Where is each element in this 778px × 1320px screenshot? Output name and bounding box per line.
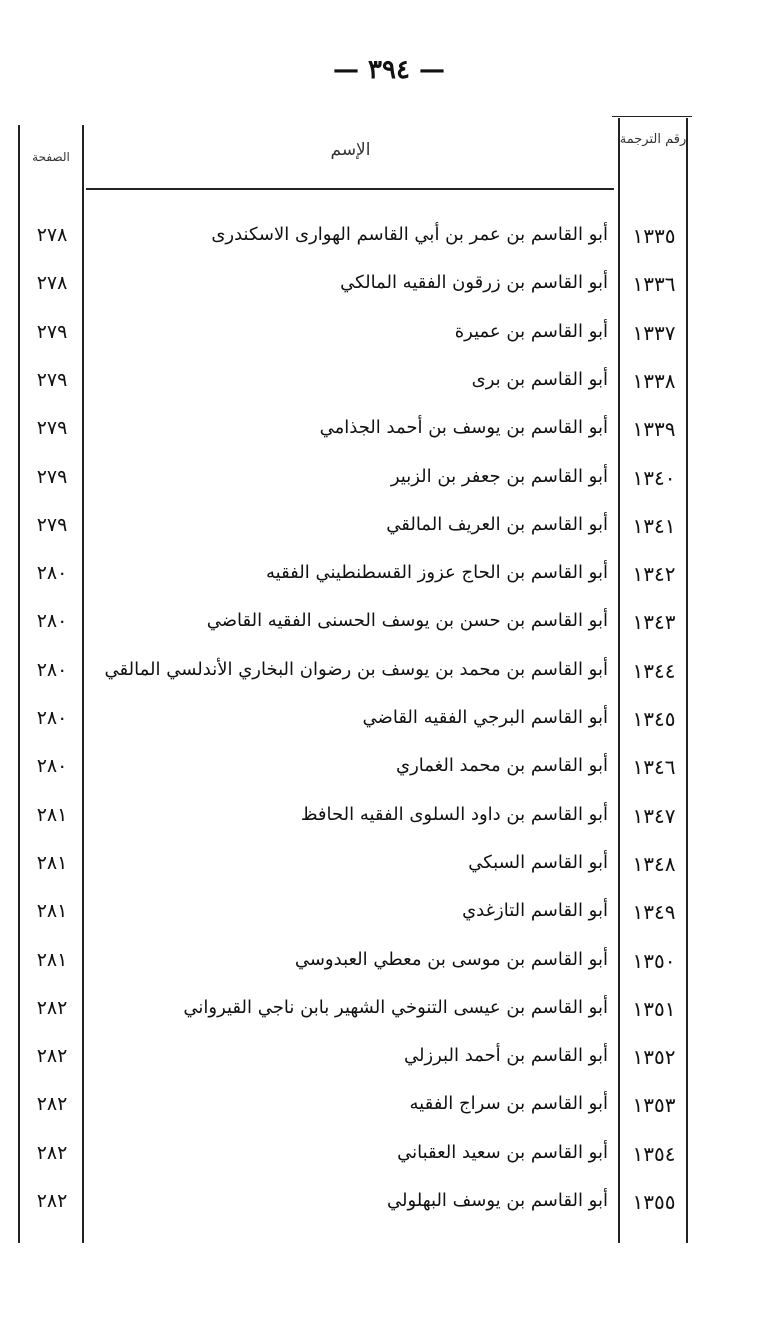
entry-page: ٢٨٢ [36, 1045, 68, 1068]
entry-name: أبو القاسم بن عيسى التنوخي الشهير بابن ناجي القيرواني [183, 996, 608, 1018]
table-row [0, 1083, 778, 1131]
table-row [0, 890, 778, 938]
entry-name: أبو القاسم بن أحمد البرزلي [403, 1045, 608, 1067]
table-row [0, 262, 778, 310]
entry-number: ١٣٤١ [632, 513, 676, 538]
table-row [0, 794, 778, 842]
entry-page: ٢٨٢ [36, 1190, 68, 1212]
entry-name: أبو القاسم بن عميرة [454, 320, 608, 342]
table-row [0, 359, 778, 407]
header-bottom-rule [86, 188, 614, 190]
entry-name: أبو القاسم بن موسى بن معطي العبدوسي [294, 948, 608, 970]
entry-name: أبو القاسم بن يوسف بن أحمد الجذامي [319, 417, 608, 439]
entry-number: ١٣٥٥ [632, 1190, 676, 1214]
entry-page: ٢٧٩ [36, 513, 68, 536]
entry-page: ٢٧٩ [36, 465, 68, 488]
entry-name: أبو القاسم بن يوسف البهلولي [386, 1190, 608, 1211]
entry-page: ٢٧٩ [36, 368, 68, 391]
header-page: الصفحة [32, 150, 70, 164]
entry-name: أبو القاسم بن العريف المالقي [386, 513, 608, 535]
entry-number: ١٣٣٦ [632, 272, 676, 297]
entry-number: ١٣٤٨ [632, 851, 676, 876]
entry-number: ١٣٣٥ [632, 224, 676, 248]
entry-name: أبو القاسم التازغدي [462, 900, 608, 922]
entry-number: ١٣٥٤ [632, 1141, 676, 1166]
table-top-rule [612, 116, 692, 117]
header-name: الإسم [330, 140, 371, 160]
table-row [0, 697, 778, 745]
entry-page: ٢٨١ [36, 900, 68, 923]
entry-name: أبو القاسم البرجي الفقيه القاضي [362, 707, 608, 728]
entry-page: ٢٨١ [36, 851, 68, 874]
entry-name: أبو القاسم بن برى [471, 368, 608, 390]
table-row [0, 600, 778, 648]
table-row [0, 1132, 778, 1180]
entry-number: ١٣٤٤ [632, 658, 676, 683]
entry-number: ١٣٥٠ [632, 948, 676, 973]
page-number: — ٣٩٤ — [332, 55, 446, 85]
table-row [0, 311, 778, 359]
entry-page: ٢٨١ [36, 948, 68, 971]
entry-number: ١٣٥٢ [632, 1045, 676, 1070]
entry-number: ١٣٤٧ [632, 803, 676, 828]
table-row [0, 456, 778, 504]
entry-page: ٢٨١ [36, 803, 68, 826]
entry-name: أبو القاسم بن محمد الغماري [395, 755, 608, 777]
table-row [0, 1035, 778, 1083]
entry-name: أبو القاسم بن محمد بن يوسف بن رضوان البخاري الأندلسي المالقي [104, 658, 608, 680]
entry-number: ١٣٤٠ [632, 465, 676, 490]
entry-number: ١٣٤٩ [632, 900, 676, 925]
table-row [0, 1180, 778, 1228]
entry-name: أبو القاسم بن جعفر بن الزبير [390, 465, 608, 487]
entry-number: ١٣٤٦ [632, 755, 676, 780]
entry-number: ١٣٣٩ [632, 417, 676, 442]
table-row [0, 939, 778, 987]
entry-page: ٢٧٨ [36, 224, 68, 246]
entry-page: ٢٧٩ [36, 417, 68, 440]
table-row [0, 842, 778, 890]
entry-number: ١٣٣٧ [632, 320, 676, 345]
table-row [0, 214, 778, 262]
table-row [0, 407, 778, 455]
table-row [0, 504, 778, 552]
entry-name: أبو القاسم بن الحاج عزوز القسطنطيني الفقيه [265, 562, 608, 584]
entry-number: ١٣٤٢ [632, 562, 676, 587]
entry-name: أبو القاسم بن زرقون الفقيه المالكي [340, 272, 608, 294]
entry-page: ٢٨٢ [36, 1093, 68, 1116]
entry-number: ١٣٥٣ [632, 1093, 676, 1118]
table-row [0, 987, 778, 1035]
table-row [0, 649, 778, 697]
entry-name: أبو القاسم السبكي [468, 851, 608, 873]
entry-page: ٢٨٠ [36, 755, 68, 778]
entry-name: أبو القاسم بن سعيد العقباني [397, 1141, 608, 1163]
entry-page: ٢٨٠ [36, 658, 68, 681]
entry-name: أبو القاسم بن سراج الفقيه [409, 1093, 608, 1115]
entry-page: ٢٨٠ [36, 562, 68, 585]
entry-name: أبو القاسم بن حسن بن يوسف الحسنى الفقيه القاضي [206, 610, 608, 632]
entry-number: ١٣٤٥ [632, 707, 676, 731]
entry-page: ٢٨٢ [36, 996, 68, 1019]
entry-page: ٢٨٢ [36, 1141, 68, 1164]
entry-page: ٢٧٨ [36, 272, 68, 295]
entry-number: ١٣٥١ [632, 996, 676, 1021]
table-row [0, 552, 778, 600]
header-translation-number: رقم الترجمة [619, 132, 687, 147]
entry-number: ١٣٣٨ [632, 368, 676, 393]
entry-page: ٢٨٠ [36, 707, 68, 729]
entry-number: ١٣٤٣ [632, 610, 676, 635]
table-row [0, 745, 778, 793]
entry-page: ٢٧٩ [36, 320, 68, 343]
entry-name: أبو القاسم بن عمر بن أبي القاسم الهوارى الاسكندرى [211, 224, 608, 245]
entry-name: أبو القاسم بن داود السلوى الفقيه الحافظ [300, 803, 608, 825]
entry-page: ٢٨٠ [36, 610, 68, 633]
